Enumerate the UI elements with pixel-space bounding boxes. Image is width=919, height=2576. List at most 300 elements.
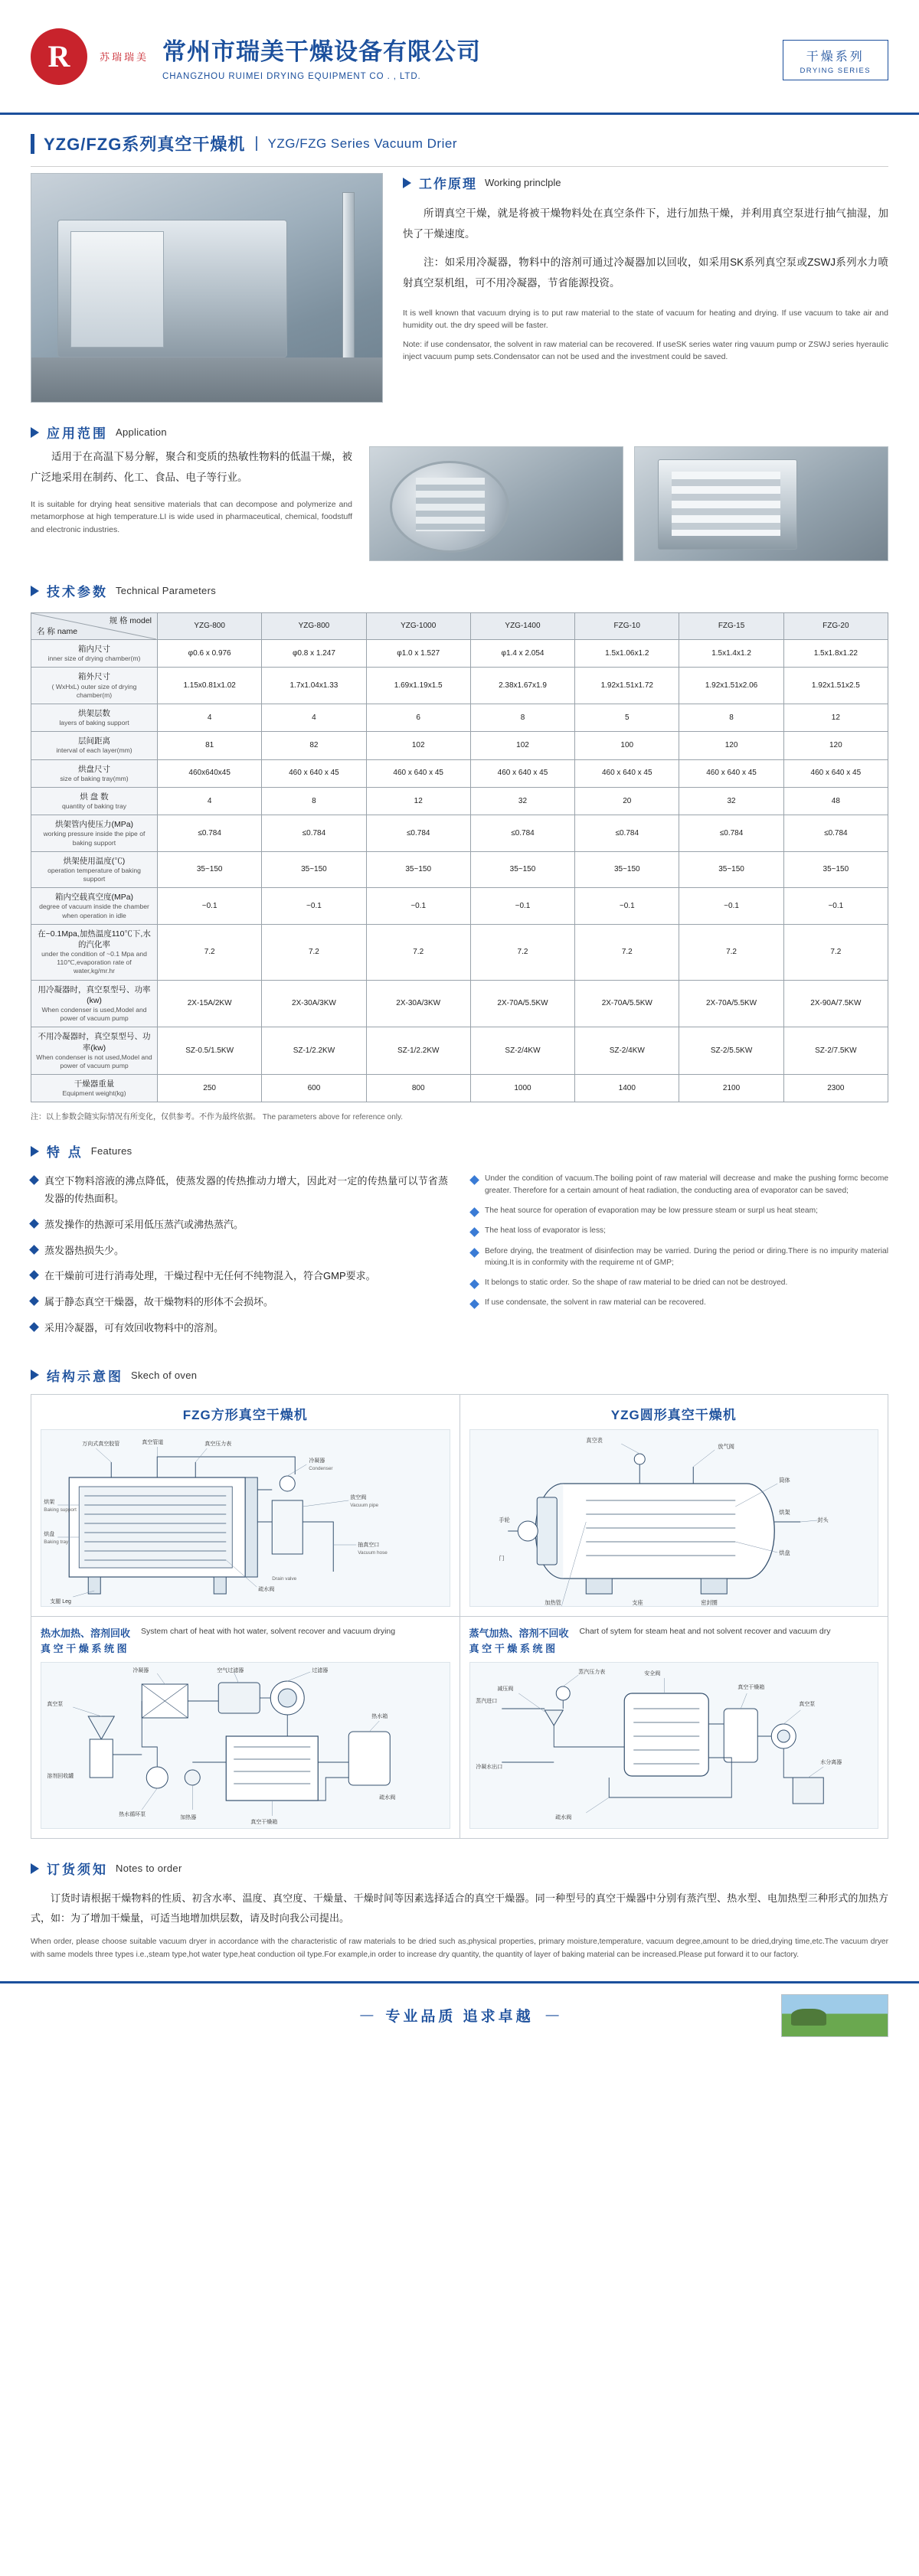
notes-heading — [31, 1859, 888, 1878]
application-heading-en: Application — [116, 426, 167, 438]
cell: ≤0.784 — [783, 815, 888, 852]
cell: 1.92x1.51x2.5 — [783, 668, 888, 704]
application-photo-round-door — [369, 446, 623, 561]
cell: ~0.1 — [366, 888, 470, 925]
row-label — [31, 815, 158, 852]
svg-text:真空泵: 真空泵 — [798, 1702, 815, 1708]
triangle-icon — [31, 1146, 39, 1157]
row-label — [31, 732, 158, 759]
feature-item — [471, 1173, 888, 1197]
cell: 7.2 — [575, 924, 679, 980]
principle-paragraph-2: 注：如采用冷凝器，物料中的溶剂可通过冷凝器加以回收，如采用SK系列真空泵或ZSWJ系列水力喷射真空泵机组，可不用冷凝器，节省能源投资。 — [403, 256, 888, 289]
principle-text-column — [403, 173, 888, 403]
cell: 35~150 — [783, 851, 888, 888]
cell: ~0.1 — [262, 888, 366, 925]
svg-text:蒸汽压力表: 蒸汽压力表 — [577, 1670, 605, 1676]
diagram-canvas-steam — [469, 1662, 879, 1829]
diagram-cell-hotwater — [31, 1617, 460, 1839]
row-label-cn: 箱内空载真空度(MPa) — [54, 893, 134, 903]
svg-text:支座: 支座 — [631, 1598, 643, 1606]
cell: 1.69x1.19x1.5 — [366, 668, 470, 704]
feature-text: Before drying, the treatment of disinfection may be varried. During the period or diring.There is no impurity material mixing.It is in conformity with the requireme nt of GMP; — [485, 1246, 888, 1267]
notes-paragraph-en: When order, please choose suitable vacuum dryer in accordance with the characteristic of raw materials to be dried such as,physical properties, primary moisture,temperature, vacuum degree,amount to be dried,drying time,etc.The vacuum dryer with same models three types i.e.,steam type,hot water type,heat conduction oil type.For example,in order to increase dry quantity, the quantity of layer of baking material can be increased.Please put forward it to our factory. — [31, 1938, 888, 1959]
corner-model-label: 规 格 model — [109, 616, 152, 625]
row-label-cn: 用冷凝器时，真空泵型号、功率(kw) — [38, 984, 151, 1005]
technical-heading-en: Technical Parameters — [116, 585, 216, 596]
table-footnote — [0, 1102, 919, 1121]
svg-text:Drain valve: Drain valve — [272, 1575, 297, 1582]
hotwater-title-en: System chart of heat with hot water, solvent recover and vacuum drying — [141, 1626, 396, 1636]
row-label — [31, 668, 158, 704]
features-column-en — [471, 1173, 888, 1345]
feature-item — [471, 1297, 888, 1308]
hotwater-title-line2: 真 空 干 燥 系 统 图 — [41, 1643, 127, 1655]
cell: 1.15x0.81x1.02 — [158, 668, 262, 704]
svg-text:冷凝水出口: 冷凝水出口 — [475, 1765, 502, 1771]
svg-text:真空泵: 真空泵 — [47, 1702, 64, 1708]
svg-text:抽真空口: 抽真空口 — [358, 1542, 380, 1548]
svg-text:疏水阀: 疏水阀 — [554, 1815, 571, 1821]
feature-item — [31, 1294, 448, 1311]
row-label-cn: 箱外尺寸 — [78, 672, 110, 682]
feature-text: It belongs to static order. So the shape of raw material to be dried can not be destroyed. — [485, 1278, 788, 1288]
svg-text:封头: 封头 — [816, 1516, 829, 1523]
svg-text:疏水阀: 疏水阀 — [379, 1795, 396, 1801]
diamond-bullet-icon — [469, 1279, 479, 1289]
svg-text:烘盘: 烘盘 — [778, 1549, 790, 1556]
svg-text:减压阀: 减压阀 — [496, 1686, 513, 1693]
page-footer — [0, 1981, 919, 2047]
corner-diagonal — [31, 613, 157, 639]
photo-tank-shape — [57, 220, 287, 358]
model-header: YZG-800 — [158, 613, 262, 640]
application-paragraph-en: It is suitable for drying heat sensitive materials that can decompose and polymerize and metamorphose at high temperature.LI is wide used in pharmaceutical, chemical, foodstuff and electronic industries. — [31, 500, 352, 534]
svg-text:水分离器: 水分离器 — [819, 1760, 842, 1766]
diamond-bullet-icon — [469, 1248, 479, 1258]
row-label-cn: 烘架管内使压力(MPa) — [54, 820, 134, 830]
row-label-cn: 烘架层数 — [78, 708, 110, 718]
footnote-en: The parameters above for reference only. — [262, 1113, 404, 1122]
row-label — [31, 787, 158, 815]
row-label — [31, 759, 158, 787]
specs-table-wrap — [0, 609, 919, 1102]
diagram-cell-fzg — [31, 1395, 460, 1616]
working-principle-section — [0, 167, 919, 403]
application-heading — [31, 423, 888, 442]
feature-item — [471, 1246, 888, 1269]
table-row — [31, 815, 888, 852]
cell: 8 — [262, 787, 366, 815]
feature-text: Under the condition of vacuum.The boiling point of raw material will decrease and make the pushing formc become greater. Therefore for a certain amount of heat radiation, the conducting area of evaporator can be saved; — [485, 1174, 888, 1195]
cell: 1000 — [470, 1075, 574, 1102]
principle-paragraph-1: 所谓真空干燥，就是将被干燥物料处在真空条件下，进行加热干燥，并利用真空泵进行抽气抽湿，加快了干燥速度。 — [403, 207, 888, 240]
feature-item — [31, 1268, 448, 1285]
cell: ~0.1 — [470, 888, 574, 925]
application-photo-shelves — [634, 446, 888, 561]
row-label-cn: 层间距离 — [78, 736, 110, 746]
feature-text: 真空下物料溶液的沸点降低，使蒸发器的传热推动力增大，因此对一定的传热量可以节省蒸发器的传热面积。 — [44, 1175, 448, 1205]
cell: ≤0.784 — [366, 815, 470, 852]
triangle-icon — [403, 178, 411, 188]
cell: 7.2 — [366, 924, 470, 980]
cell: φ0.6 x 0.976 — [158, 640, 262, 668]
model-header: FZG-15 — [679, 613, 783, 640]
row-label — [31, 640, 158, 668]
model-header: YZG-1400 — [470, 613, 574, 640]
structure-heading-en: Skech of oven — [131, 1369, 198, 1381]
cell: 102 — [366, 732, 470, 759]
cell: ≤0.784 — [679, 815, 783, 852]
row-label-cn: 烘 盘 数 — [80, 792, 109, 802]
cell: 460x640x45 — [158, 759, 262, 787]
cell: ≤0.784 — [262, 815, 366, 852]
diamond-bullet-icon — [29, 1322, 39, 1332]
features-heading — [31, 1141, 888, 1161]
svg-text:冷凝器: 冷凝器 — [309, 1458, 325, 1464]
cell: 2X-70A/5.5KW — [470, 980, 574, 1027]
model-header: YZG-800 — [262, 613, 366, 640]
svg-text:万向式真空胶管: 万向式真空胶管 — [82, 1441, 120, 1447]
triangle-icon — [31, 1370, 39, 1380]
svg-text:真空管道: 真空管道 — [142, 1439, 164, 1445]
svg-text:真空压力表: 真空压力表 — [204, 1441, 232, 1447]
page-header — [0, 0, 919, 115]
feature-item — [471, 1225, 888, 1236]
cell: 2300 — [783, 1075, 888, 1102]
svg-text:手轮: 手轮 — [498, 1516, 510, 1523]
cell: 1400 — [575, 1075, 679, 1102]
title-cn: YZG/FZG系列真空干燥机 — [44, 135, 246, 154]
cell: 250 — [158, 1075, 262, 1102]
company-name-cn: 常州市瑞美干燥设备有限公司 — [162, 38, 482, 65]
row-label-en: under the condition of ~0.1 Mpa and 110℃,evaporation rate of water,kg/mr.hr — [41, 950, 147, 975]
cell: ~0.1 — [575, 888, 679, 925]
fzg-schematic-icon — [41, 1430, 450, 1607]
corner-name-label: 名 称 name — [37, 626, 78, 636]
diagram-canvas-hotwater — [41, 1662, 450, 1829]
svg-text:Baking tray: Baking tray — [44, 1539, 69, 1545]
cell: 12 — [783, 704, 888, 731]
features-section — [0, 1170, 919, 1345]
cell: 35~150 — [679, 851, 783, 888]
footer-slogan: 专业品质 追求卓越 — [385, 2008, 534, 2025]
feature-text: The heat source for operation of evaporation may be low pressure steam or surpl us heat steam; — [485, 1206, 818, 1215]
svg-text:Vacuum pipe: Vacuum pipe — [350, 1502, 379, 1508]
cell: 1.5x1.4x1.2 — [679, 640, 783, 668]
diamond-bullet-icon — [29, 1175, 39, 1185]
cell: 1.7x1.04x1.33 — [262, 668, 366, 704]
table-header-row — [31, 613, 888, 640]
svg-text:安全阀: 安全阀 — [643, 1671, 660, 1677]
principle-heading-en: Working princlple — [485, 177, 561, 188]
diagram-title-fzg: FZG方形真空干燥机 — [182, 1407, 308, 1422]
title-accent-bar — [31, 134, 34, 154]
cell: 35~150 — [575, 851, 679, 888]
diagram-title-hotwater — [41, 1626, 130, 1658]
cell: 32 — [470, 787, 574, 815]
diamond-bullet-icon — [469, 1300, 479, 1310]
row-label-en: interval of each layer(mm) — [56, 746, 132, 755]
diamond-bullet-icon — [469, 1175, 479, 1185]
row-label-en: size of baking tray(mm) — [60, 774, 129, 782]
model-header: FZG-10 — [575, 613, 679, 640]
cell: 2X-30A/3KW — [262, 980, 366, 1027]
steam-title-line2: 真 空 干 燥 系 统 图 — [469, 1643, 556, 1655]
table-row — [31, 888, 888, 925]
cell: 2100 — [679, 1075, 783, 1102]
row-label-en: When condenser is used,Model and power of vacuum pump — [41, 1005, 147, 1023]
logo-text — [100, 49, 149, 64]
svg-text:放空阀: 放空阀 — [350, 1494, 367, 1500]
table-row — [31, 787, 888, 815]
structure-heading — [31, 1366, 888, 1385]
footer-dash-left: — — [360, 2007, 374, 2023]
row-label — [31, 1075, 158, 1102]
svg-text:真空干燥箱: 真空干燥箱 — [737, 1685, 764, 1691]
cell: 600 — [262, 1075, 366, 1102]
notes-heading-en: Notes to order — [116, 1863, 182, 1875]
row-label-en: degree of vacuum inside the chamber when operation in idle — [39, 903, 149, 919]
title-separator: | — [254, 135, 259, 152]
svg-text:加热器: 加热器 — [180, 1815, 197, 1821]
application-heading-cn: 应用范围 — [47, 426, 108, 441]
svg-text:蒸汽进口: 蒸汽进口 — [475, 1699, 497, 1705]
row-label — [31, 1027, 158, 1075]
svg-text:加热管: 加热管 — [544, 1598, 561, 1606]
cell: 460 x 640 x 45 — [366, 759, 470, 787]
series-badge — [783, 40, 888, 80]
table-corner-cell — [31, 613, 158, 640]
row-label-en: Equipment weight(kg) — [62, 1089, 126, 1098]
photo-pipe-shape — [342, 192, 355, 368]
triangle-icon — [31, 427, 39, 438]
row-label-cn: 干燥器重量 — [74, 1079, 115, 1089]
title-en: YZG/FZG Series Vacuum Drier — [267, 135, 457, 151]
svg-text:门: 门 — [498, 1554, 504, 1562]
cell: ≤0.784 — [575, 815, 679, 852]
cell: 12 — [366, 787, 470, 815]
cell: 35~150 — [158, 851, 262, 888]
cell: 460 x 640 x 45 — [783, 759, 888, 787]
svg-text:Baking support: Baking support — [44, 1507, 77, 1513]
hotwater-system-icon — [41, 1663, 450, 1829]
table-row — [31, 1075, 888, 1102]
row-label-cn: 烘架使用温度(℃) — [63, 856, 126, 866]
page-title — [31, 132, 888, 167]
principle-heading — [403, 173, 888, 192]
feature-text: 属于静态真空干燥器，故干燥物料的形体不会损坏。 — [44, 1296, 274, 1308]
svg-text:真空表: 真空表 — [585, 1436, 603, 1444]
feature-item — [31, 1216, 448, 1234]
model-header: YZG-1000 — [366, 613, 470, 640]
cell: 2.38x1.67x1.9 — [470, 668, 574, 704]
notes-paragraph-cn: 订货时请根据干燥物料的性质、初含水率、温度、真空度、干燥量、干燥时间等因素选择适合的真空干燥器。同一种型号的真空干燥器中分别有蒸汽型、热水型、电加热型三种形式的加热方式，如：为了增加干燥量，可适当地增加烘层数，请及时向我公司提出。 — [31, 1892, 888, 1925]
features-heading-cn: 特 点 — [47, 1145, 83, 1161]
cell: 1.92x1.51x2.06 — [679, 668, 783, 704]
cell: φ0.8 x 1.247 — [262, 640, 366, 668]
model-header: FZG-20 — [783, 613, 888, 640]
cell: 460 x 640 x 45 — [470, 759, 574, 787]
diagram-area — [31, 1394, 888, 1840]
diagram-title-yzg: YZG圆形真空干燥机 — [610, 1407, 737, 1422]
cell: 35~150 — [470, 851, 574, 888]
table-row — [31, 704, 888, 731]
feature-text: 在干燥前可进行消毒处理，干燥过程中无任何不纯物混入，符合GMP要求。 — [44, 1270, 376, 1282]
cell: ~0.1 — [783, 888, 888, 925]
svg-text:空气过滤器: 空气过滤器 — [217, 1668, 244, 1674]
row-label-cn: 箱内尺寸 — [78, 645, 110, 654]
row-label-en: layers of baking support — [59, 719, 129, 727]
cell: 8 — [679, 704, 783, 731]
cell: 35~150 — [262, 851, 366, 888]
triangle-icon — [31, 586, 39, 596]
cell: SZ-2/5.5KW — [679, 1027, 783, 1075]
table-row — [31, 640, 888, 668]
svg-text:烘架: 烘架 — [778, 1508, 790, 1516]
cell: SZ-2/4KW — [470, 1027, 574, 1075]
row-label-cn: 在~0.1Mpa,加热温度110℃下,水的汽化率 — [38, 929, 151, 949]
cell: ≤0.784 — [470, 815, 574, 852]
diagram-cell-yzg — [460, 1395, 888, 1616]
cell: SZ-2/7.5KW — [783, 1027, 888, 1075]
specs-table — [31, 612, 888, 1102]
table-row — [31, 759, 888, 787]
diagram-canvas-fzg — [41, 1429, 450, 1607]
feature-item — [31, 1320, 448, 1337]
svg-text:过滤器: 过滤器 — [312, 1668, 329, 1674]
svg-text:烘架: 烘架 — [44, 1499, 55, 1505]
steam-system-icon — [470, 1663, 878, 1829]
cell: 35~150 — [366, 851, 470, 888]
application-photos — [369, 446, 888, 561]
row-label-en: inner size of drying chamber(m) — [47, 655, 141, 663]
cell: 2X-90A/7.5KW — [783, 980, 888, 1027]
yzg-schematic-icon — [470, 1430, 878, 1607]
specs-table-body — [31, 640, 888, 1102]
table-row — [31, 851, 888, 888]
diagram-heading-steam — [469, 1626, 879, 1658]
cell: φ1.4 x 2.054 — [470, 640, 574, 668]
cell: 460 x 640 x 45 — [679, 759, 783, 787]
feature-item — [471, 1205, 888, 1216]
svg-text:冷凝器: 冷凝器 — [132, 1668, 149, 1674]
cell: 20 — [575, 787, 679, 815]
cell: 1.92x1.51x1.72 — [575, 668, 679, 704]
footnote-cn: 注：以上参数会随实际情况有所变化，仅供参考。不作为最终依据。 — [31, 1113, 260, 1122]
feature-text: If use condensate, the solvent in raw material can be recovered. — [485, 1298, 706, 1308]
technical-heading-cn: 技术参数 — [47, 585, 108, 599]
features-column-cn — [31, 1173, 448, 1345]
cell: 120 — [679, 732, 783, 759]
row-label — [31, 704, 158, 731]
cell: 6 — [366, 704, 470, 731]
row-label — [31, 924, 158, 980]
steam-title-line1: 蒸气加热、溶剂不回收 — [469, 1627, 569, 1639]
cell: 7.2 — [158, 924, 262, 980]
feature-item — [31, 1242, 448, 1260]
svg-text:放气阀: 放气阀 — [717, 1442, 734, 1450]
row-label — [31, 888, 158, 925]
cell: 4 — [158, 787, 262, 815]
cell: 460 x 640 x 45 — [575, 759, 679, 787]
feature-item — [471, 1277, 888, 1288]
svg-text:Vacuum hose: Vacuum hose — [358, 1549, 388, 1556]
diamond-bullet-icon — [29, 1270, 39, 1280]
table-row — [31, 668, 888, 704]
photo-floor-shape — [31, 358, 382, 402]
svg-text:溶剂回收罐: 溶剂回收罐 — [47, 1774, 74, 1780]
feature-text: 采用冷凝器，可有效回收物料中的溶剂。 — [44, 1321, 224, 1334]
hotwater-title-line1: 热水加热、溶剂回收 — [41, 1627, 131, 1639]
cell: 5 — [575, 704, 679, 731]
diagram-row-bottom — [31, 1616, 888, 1839]
cell: 81 — [158, 732, 262, 759]
logo-icon: R — [31, 28, 87, 85]
svg-text:热水循环泵: 热水循环泵 — [119, 1812, 146, 1818]
row-label-en: operation temperature of baking support — [47, 866, 141, 883]
diagram-cell-steam — [460, 1617, 888, 1839]
cell: 460 x 640 x 45 — [262, 759, 366, 787]
principle-english-1: It is well known that vacuum drying is to put raw material to the state of vacuum for heating and drying. If use vacuum to take air and humidity out. the dry speed will be faster. — [403, 309, 888, 331]
diagram-heading-hotwater — [41, 1626, 450, 1658]
notes-body — [0, 1887, 919, 1961]
cell: 1.5x1.8x1.22 — [783, 640, 888, 668]
svg-text:热水箱: 热水箱 — [371, 1714, 388, 1720]
diamond-bullet-icon — [469, 1207, 479, 1217]
cell: 4 — [158, 704, 262, 731]
row-label-en: ( WxHxL) outer size of drying chamber(m) — [51, 682, 137, 699]
table-row — [31, 924, 888, 980]
cell: 1.5x1.06x1.2 — [575, 640, 679, 668]
table-row — [31, 732, 888, 759]
cell: 7.2 — [679, 924, 783, 980]
diamond-bullet-icon — [29, 1245, 39, 1255]
features-heading-en: Features — [90, 1145, 132, 1157]
diagram-row-top — [31, 1395, 888, 1616]
svg-text:Condenser: Condenser — [309, 1465, 333, 1471]
feature-text: 蒸发操作的热源可采用低压蒸汽或沸热蒸汽。 — [44, 1218, 244, 1230]
row-label — [31, 980, 158, 1027]
row-label-cn: 不用冷凝器时，真空泵型号、功率(kw) — [38, 1032, 151, 1053]
diagram-canvas-yzg — [469, 1429, 879, 1607]
feature-item — [31, 1173, 448, 1208]
feature-text: The heat loss of evaporator is less; — [485, 1226, 606, 1236]
cell: 7.2 — [470, 924, 574, 980]
row-label-en: When condenser is not used,Model and power of vacuum pump — [36, 1053, 152, 1069]
cell: 7.2 — [262, 924, 366, 980]
cell: SZ-2/4KW — [575, 1027, 679, 1075]
principle-english-2: Note: if use condensator, the solvent in raw material can be recovered. If useSK series water ring vauum pump or ZSWJ series hyeraulic inject vacuum pump sets.Condensator can not be used and the investment could be saved. — [403, 339, 888, 361]
logo-chinese: 苏瑞瑞美 — [100, 51, 149, 63]
cell: 100 — [575, 732, 679, 759]
triangle-icon — [31, 1863, 39, 1874]
cell: 120 — [783, 732, 888, 759]
table-row — [31, 980, 888, 1027]
cell: 2X-15A/2KW — [158, 980, 262, 1027]
svg-text:真空干燥箱: 真空干燥箱 — [250, 1820, 278, 1826]
row-label-en: working pressure inside the pipe of baking support — [43, 830, 146, 847]
cell: SZ-1/2.2KW — [262, 1027, 366, 1075]
cell: 102 — [470, 732, 574, 759]
svg-text:烘盘: 烘盘 — [44, 1531, 55, 1537]
technical-heading — [31, 581, 888, 600]
diagram-title-steam — [469, 1626, 569, 1658]
cell: 82 — [262, 732, 366, 759]
cell: 4 — [262, 704, 366, 731]
cell: 32 — [679, 787, 783, 815]
application-section — [0, 446, 919, 561]
row-label — [31, 851, 158, 888]
